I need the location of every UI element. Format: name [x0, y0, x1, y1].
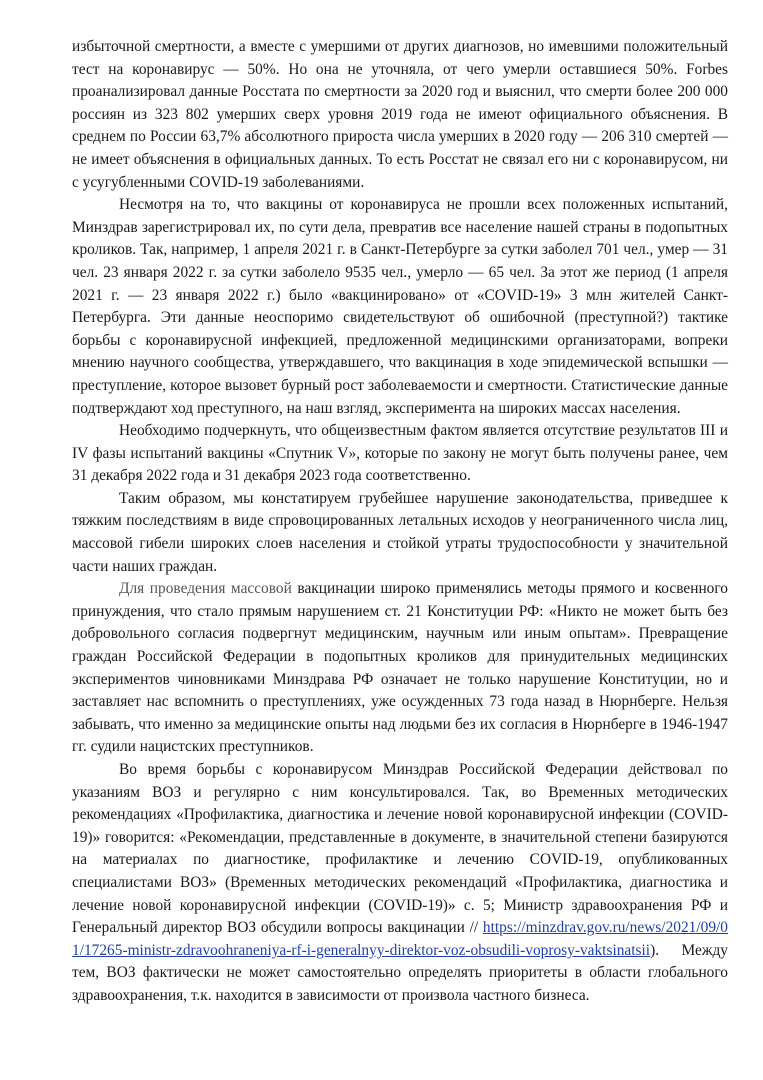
paragraph-excess-mortality: избыточной смертности, а вместе с умершими от других диагнозов, но имевшими положительный тест на коронавирус — 50%. Но она не уточняла, от чего умерли оставшиеся 50%. Forbes проанализировал данные Росстата по смертности за 2020 год и выяснил, что смерти более 200 000 россиян из 323 802 умерших сверх уровня 2019 года не имеют официального объяснения. В среднем по России 63,7% абсолютного прироста числа умерших в 2020 году — 206 310 смертей — не имеет объяснения в официальных данных. То есть Росстат не связал его ни с коронавирусом, ни с усугубленными COVID-19 заболеваниями.	[72, 38, 728, 191]
paragraph-sputnik-trials: Необходимо подчеркнуть, что общеизвестным фактом является отсутствие результатов III и IV фазы испытаний вакцины «Спутник V», которые по закону не могут быть получены ранее, чем 31 декабря 2022 года и 31 декабря 2023 года соответственно.	[72, 422, 728, 485]
paragraph-law-violation: Таким образом, мы констатируем грубейшее нарушение законодательства, приведшее к тяжким последствиям в виде спровоцированных летальных исходов у неограниченного числа лиц, массовой гибели широких слоев населения и стойкой утраты трудоспособности у значительной части наших граждан.	[72, 489, 728, 575]
paragraph-who-body: Во время борьбы с коронавирусом Минздрав Российской Федерации действовал по указаниям ВОЗ и регулярно с ним консультировался. Так, во Временных методических рекомендациях «Профилактика, диагностика и лечение новой коронавирусной инфекции (COVID-19)» говорится: «Рекомендации, представленные в документе, в значительной степени базируются на материалах по диагностике, профилактике и лечению COVID-19, опубликованных специалистами ВОЗ» (Временных методических рекомендаций «Профилактика, диагностика и лечение новой коронавирусной инфекции (COVID-19)» с. 5; Министр здравоохранения РФ и Генеральный директор ВОЗ обсудили вопросы вакцинации //	[72, 761, 728, 937]
paragraph-coercion-body: вакцинации широко применялись методы прямого и косвенного принуждения, что стало прямым нарушением ст. 21 Конституции РФ: «Никто не может быть без добровольного согласия подвергнут медицинским, научным или иным опытам». Превращение граждан Российской Федерации в подопытных кроликов для принудительных медицинских экспериментов чиновниками Минздрава РФ означает не только нарушение Конституции, но и заставляет нас вспомнить о преступлениях, уже осужденных 73 года назад в Нюрнберге. Нельзя забывать, что именно за медицинские опыты над людьми без их согласия в Нюрнберге в 1946-1947 гг. судили нацистских преступников.	[72, 580, 728, 756]
minzdrav-news-link[interactable]: https://minzdrav.gov.ru/news/2021/09/01/17265-ministr-zdravoohraneniya-rf-i-generalnyy-direktor-voz-obsudili-voprosy-vaktsinatsii	[72, 919, 728, 959]
document-page	[72, 36, 728, 1008]
paragraph-vaccine-registration: Несмотря на то, что вакцины от коронавируса не прошли всех положенных испытаний, Минздрав зарегистрировал их, по сути дела, превратив все население нашей страны в подопытных кроликов. Так, например, 1 апреля 2021 г. в Санкт-Петербурге за сутки заболел 701 чел., умер — 31 чел. 23 января 2022 г. за сутки заболело 9535 чел., умерло — 65 чел. За этот же период (1 апреля 2021 г. — 23 января 2022 г.) было «вакцинировано» от «COVID-19» 3 млн жителей Санкт-Петербурга. Эти данные неоспоримо свидетельствуют об ошибочной (преступной?) тактике борьбы с коронавирусной инфекцией, предложенной медицинскими организаторами, вопреки мнению научного сообщества, утверждавшего, что вакцинация в ходе эпидемической вспышки — преступление, которое вызовет бурный рост заболеваемости и смертности. Статистические данные подтверждают ход преступного, на наш взгляд, эксперимента на широких массах населения.	[72, 196, 728, 417]
paragraph-who-tail: ). Между тем, ВОЗ фактически не может самостоятельно определять приоритеты в области глобального здравоохранения, т.к. находится в зависимости от произвола частного бизнеса.	[72, 941, 728, 1004]
paragraph-coercion	[72, 578, 728, 759]
paragraph-coercion-lead: Для проведения массовой	[119, 580, 292, 598]
paragraph-who-guidance	[72, 759, 728, 1008]
